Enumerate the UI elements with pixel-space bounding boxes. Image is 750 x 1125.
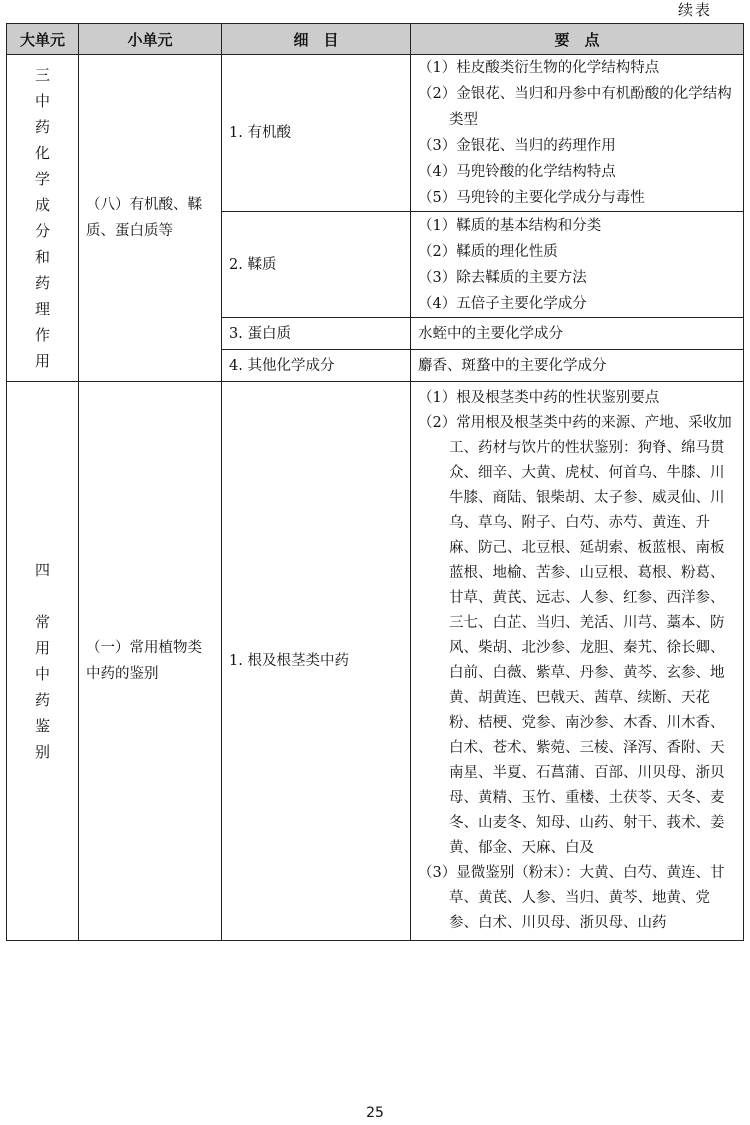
- point-item: （1）桂皮酸类衍生物的化学结构特点: [418, 60, 660, 76]
- table-row: [7, 382, 744, 941]
- point-item: （2）金银花、当归和丹参中有机酚酸的化学结构类型: [418, 86, 732, 128]
- points-cell: 水蛭中的主要化学成分: [411, 318, 744, 350]
- unit-char: 中: [34, 665, 50, 683]
- page-number: 25: [366, 1105, 384, 1121]
- unit-char: 中: [34, 92, 50, 110]
- unit-char: 鉴: [34, 717, 50, 735]
- unit-char: 别: [34, 743, 50, 761]
- header-unit: 大单元: [7, 24, 79, 55]
- header-subunit: 小单元: [79, 24, 222, 55]
- point-item: （3）显微鉴别（粉末）：大黄、白芍、黄连、甘草、黄芪、人参、当归、黄芩、地黄、党参、白术、川贝母、浙贝母、山药: [418, 865, 725, 931]
- table-row: [7, 55, 744, 212]
- unit-char: 药: [34, 274, 50, 292]
- point-item: （2）常用根及根茎类中药的来源、产地、采收加工、药材与饮片的性状鉴别：狗脊、绵马贯众、细辛、大黄、虎杖、何首乌、牛膝、川牛膝、商陆、银柴胡、太子参、威灵仙、川乌、草乌、附子、白芍、赤芍、黄连、升麻、防己、北豆根、延胡索、板蓝根、南板蓝根、地榆、苦参、山豆根、葛根、粉葛、甘草、黄芪、远志、人参、红参、西洋参、三七、白芷、当归、羌活、川芎、藁本、防风、柴胡、北沙参、龙胆、秦艽、徐长卿、白前、白薇、紫草、丹参、黄芩、玄参、地黄、胡黄连、巴戟天、茜草、续断、天花粉、桔梗、党参、南沙参、木香、川木香、白术、苍术、紫菀、三棱、泽泻、香附、天南星、半夏、石菖蒲、百部、川贝母、浙贝母、黄精、玉竹、重楼、土茯苓、天冬、麦冬、山麦冬、知母、山药、射干、莪术、姜黄、郁金、天麻、白及: [418, 415, 732, 856]
- unit-char: 用: [34, 352, 50, 370]
- point-item: （1）根及根茎类中药的性状鉴别要点: [418, 390, 660, 406]
- points-cell: 麝香、斑蝥中的主要化学成分: [411, 350, 744, 382]
- unit-char: 化: [34, 144, 50, 162]
- point-item: （2）鞣质的理化性质: [418, 243, 558, 260]
- header-detail: 细 目: [222, 24, 411, 55]
- point-item: （3）金银花、当归的药理作用: [418, 138, 616, 154]
- detail-cell: 2. 鞣质: [222, 212, 411, 318]
- points-cell: [411, 55, 744, 212]
- point-item: （4）马兜铃酸的化学结构特点: [418, 164, 616, 180]
- unit-char: 成: [34, 196, 50, 214]
- header-points: 要 点: [411, 24, 744, 55]
- detail-cell: 1. 有机酸: [222, 55, 411, 212]
- points-cell: [411, 212, 744, 318]
- point-item: （4）五倍子主要化学成分: [418, 295, 587, 312]
- subunit-cell: （一）常用植物类中药的鉴别: [79, 382, 222, 941]
- unit-char: 分: [34, 222, 50, 240]
- syllabus-table: [6, 23, 744, 941]
- point-item: （1）鞣质的基本结构和分类: [418, 217, 602, 234]
- unit-3-cell: [7, 55, 79, 382]
- unit-char: 和: [34, 248, 50, 266]
- subunit-cell: （八）有机酸、鞣质、蛋白质等: [79, 55, 222, 382]
- unit-char: 用: [34, 639, 50, 657]
- table-header-row: [7, 24, 744, 55]
- point-item: （5）马兜铃的主要化学成分与毒性: [418, 190, 645, 206]
- unit-char: 三: [34, 66, 50, 84]
- unit-char: 四: [34, 561, 50, 579]
- point-item: （3）除去鞣质的主要方法: [418, 269, 587, 286]
- unit-4-cell: [7, 382, 79, 941]
- unit-char: 药: [34, 691, 50, 709]
- unit-char: 常: [34, 613, 50, 631]
- detail-cell: 1. 根及根茎类中药: [222, 382, 411, 941]
- detail-cell: 3. 蛋白质: [222, 318, 411, 350]
- unit-char: 药: [34, 118, 50, 136]
- unit-char: 作: [34, 326, 50, 344]
- continued-label: 续表: [677, 1, 712, 19]
- detail-cell: 4. 其他化学成分: [222, 350, 411, 382]
- unit-char: 理: [34, 300, 50, 318]
- points-cell: [411, 382, 744, 941]
- unit-char: 学: [34, 170, 50, 188]
